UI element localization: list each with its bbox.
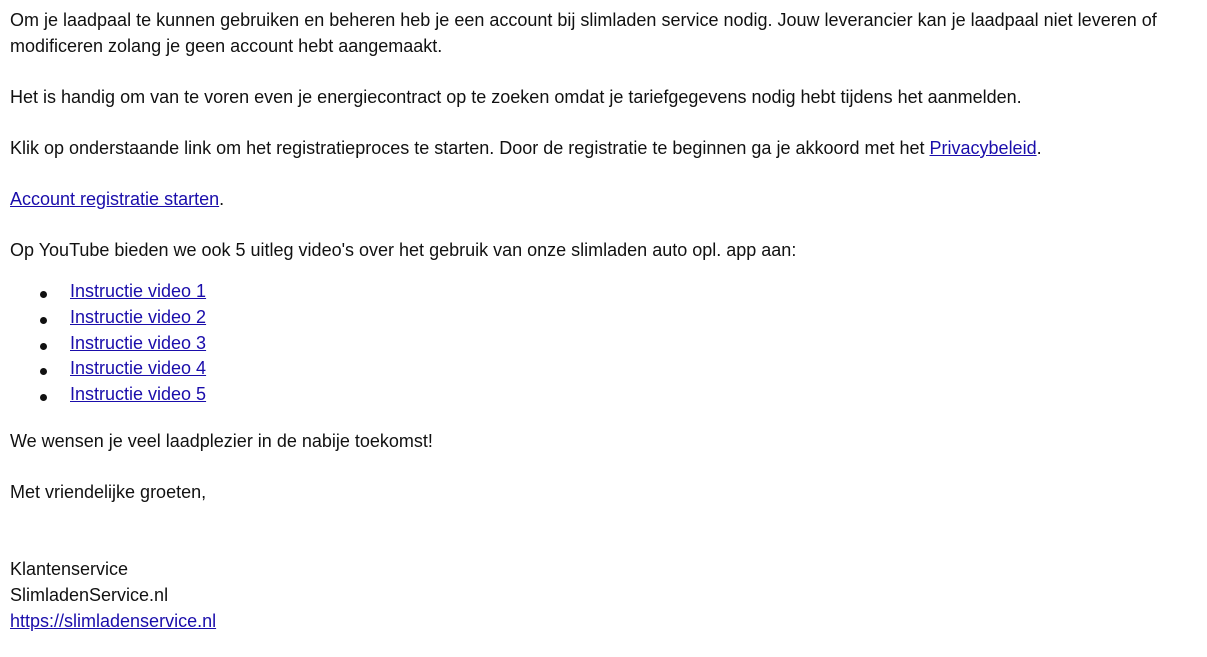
bullet-icon <box>40 394 47 401</box>
registration-info-text: Klik op onderstaande link om het registratieproces te starten. Door de registratie te beginnen ga je akkoord met het <box>10 138 930 158</box>
signature-website-line <box>10 609 1203 635</box>
bullet-icon <box>40 368 47 375</box>
instruction-video-3-link[interactable]: Instructie video 3 <box>70 332 207 353</box>
list-item <box>10 331 1203 357</box>
list-item <box>10 382 1203 408</box>
registration-info-period: . <box>1036 138 1042 158</box>
intro-paragraph: Om je laadpaal te kunnen gebruiken en beheren heb je een account bij slimladen service nodig. Jouw leverancier kan je laadpaal niet leveren of modificeren zolang je geen account hebt aangemaakt. <box>10 10 1157 56</box>
energy-note-paragraph: Het is handig om van te voren even je energiecontract op te zoeken omdat je tariefgegevens nodig hebt tijdens het aanmelden. <box>10 87 1022 107</box>
closing-wish: We wensen je veel laadplezier in de nabije toekomst! <box>10 430 433 451</box>
signature <box>10 557 1203 634</box>
instruction-video-5-link[interactable]: Instructie video 5 <box>70 384 207 405</box>
list-item <box>10 279 1203 305</box>
youtube-paragraph: Op YouTube bieden we ook 5 uitleg video's over het gebruik van onze slimladen auto opl. app aan: <box>10 240 797 260</box>
registration-info-paragraph <box>10 135 1203 161</box>
registration-link-paragraph <box>10 186 1203 212</box>
start-registration-link[interactable]: Account registratie starten <box>10 189 220 209</box>
signature-company: SlimladenService.nl <box>10 584 169 605</box>
instruction-video-2-link[interactable]: Instructie video 2 <box>70 306 207 327</box>
list-item <box>10 305 1203 331</box>
bullet-icon <box>40 343 47 350</box>
list-item <box>10 356 1203 382</box>
closing-greeting: Met vriendelijke groeten, <box>10 481 207 502</box>
bullet-icon <box>40 291 47 298</box>
signature-department: Klantenservice <box>10 558 129 579</box>
video-list <box>10 279 1203 408</box>
website-link[interactable]: https://slimladenservice.nl <box>10 610 217 631</box>
bullet-icon <box>40 317 47 324</box>
instruction-video-4-link[interactable]: Instructie video 4 <box>70 358 207 379</box>
registration-link-period: . <box>219 189 225 209</box>
privacy-policy-link[interactable]: Privacybeleid <box>929 138 1037 158</box>
instruction-video-1-link[interactable]: Instructie video 1 <box>70 281 207 301</box>
